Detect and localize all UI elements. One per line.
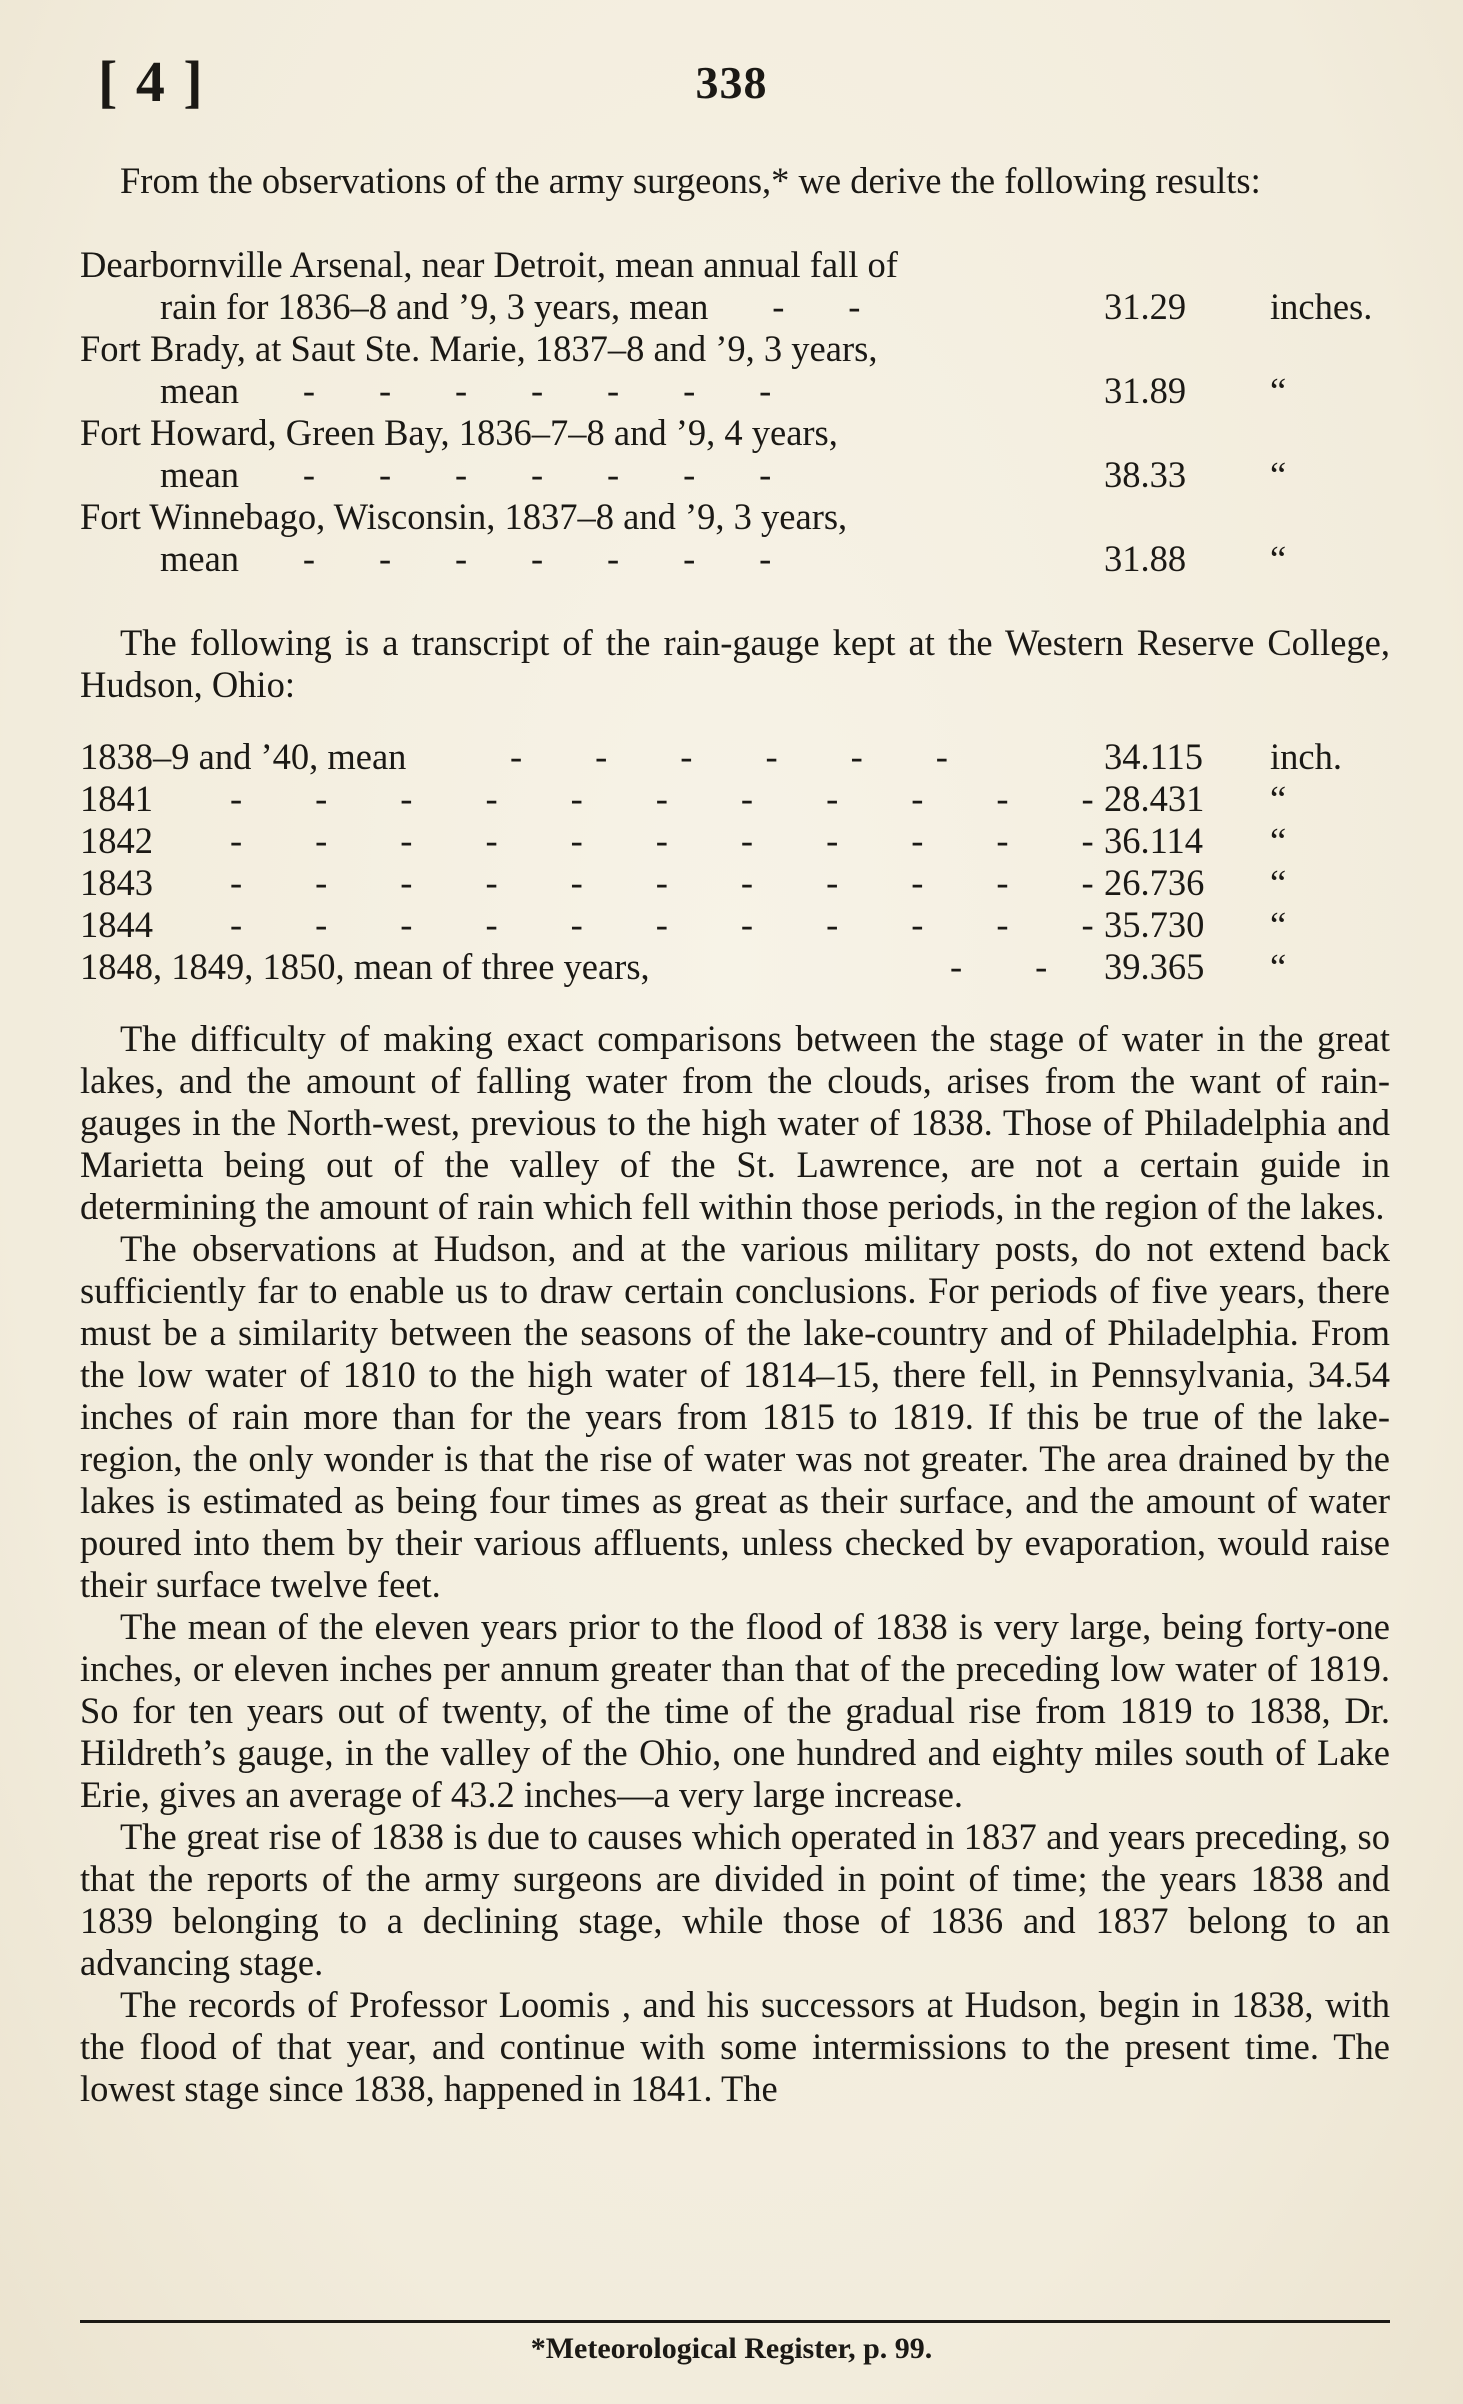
gauge-number: 34.115 bbox=[1104, 736, 1204, 777]
gauge-number: 36.114 bbox=[1104, 820, 1204, 861]
gauge-number: 28.431 bbox=[1104, 778, 1205, 819]
leader-dashes: - - bbox=[950, 946, 1048, 987]
rainfall-unit: inches. bbox=[1270, 286, 1373, 327]
station-detail-line bbox=[80, 370, 1390, 412]
gauge-value bbox=[1104, 820, 1390, 862]
gauge-row bbox=[80, 904, 1390, 946]
body-paragraph: The difficulty of making exact comparisons between the stage of water in the great lakes, and the amount of falling water from the clouds, arises from the want of rain-gauges in the North-west, previous to the high water of 1838. Those of Philadelphia and Marietta being out of the valley of the St. Lawrence, are not a certain guide in determining the amount of rain which fell within those periods, in the region of the lakes. bbox=[80, 1018, 1390, 1227]
station-detail: mean bbox=[160, 454, 240, 495]
gauge-intro-paragraph: The following is a transcript of the rain-gauge kept at the Western Reserve College, Hudson, Ohio: bbox=[80, 622, 1390, 705]
gauge-value bbox=[1104, 946, 1390, 988]
gauge-row bbox=[80, 946, 1390, 988]
leader-dashes: - - - - - - - bbox=[239, 370, 772, 411]
station-detail-line bbox=[80, 538, 1390, 580]
gauge-value bbox=[1104, 778, 1390, 820]
rainfall-value bbox=[1104, 538, 1390, 580]
station-name: Fort Howard, Green Bay, 1836–7–8 and ’9, 4 years, bbox=[80, 412, 838, 453]
leader-dashes: - - - - - - bbox=[510, 736, 948, 777]
page-number: 338 bbox=[695, 57, 768, 108]
rainfall-value bbox=[1104, 286, 1390, 328]
leader-dashes: - - - - - - - bbox=[239, 454, 772, 495]
gauge-value bbox=[1104, 736, 1390, 778]
station-entry bbox=[80, 496, 1390, 580]
leader-dashes: - - - - - - - - - - - bbox=[230, 778, 1094, 819]
gauge-unit: “ bbox=[1270, 820, 1287, 861]
gauge-unit: inch. bbox=[1270, 736, 1342, 777]
station-detail: mean bbox=[160, 370, 240, 411]
rainfall-unit: “ bbox=[1270, 538, 1287, 579]
station-name: Fort Brady, at Saut Ste. Marie, 1837–8 and ’9, 3 years, bbox=[80, 328, 878, 369]
leader-dashes: - - - - - - - - - - - bbox=[230, 862, 1094, 903]
rainfall-number: 31.88 bbox=[1104, 538, 1187, 579]
original-page-number: [ 4 ] bbox=[98, 49, 205, 114]
page-header bbox=[0, 30, 1463, 120]
body-paragraph: The records of Professor Loomis , and his successors at Hudson, begin in 1838, with the flood of that year, and continue with some intermissions to the present time. The lowest stage since 1838, happened in 1841. The bbox=[80, 1984, 1390, 2109]
gauge-period: 1842 bbox=[80, 820, 153, 861]
gauge-value bbox=[1104, 904, 1390, 946]
rainfall-unit: “ bbox=[1270, 370, 1287, 411]
rainfall-value bbox=[1104, 370, 1390, 412]
leader-dashes: - - - - - - - - - - - bbox=[230, 820, 1094, 861]
rainfall-value bbox=[1104, 454, 1390, 496]
leader-dashes: - - bbox=[708, 286, 861, 327]
rainfall-number: 31.89 bbox=[1104, 370, 1187, 411]
rain-gauge-table bbox=[80, 736, 1390, 988]
footnote: *Meteorological Register, p. 99. bbox=[530, 2332, 933, 2365]
leader-dashes: - - - - - - - - - - - bbox=[230, 904, 1094, 945]
station-name: Fort Winnebago, Wisconsin, 1837–8 and ’9, 3 years, bbox=[80, 496, 848, 537]
gauge-row bbox=[80, 820, 1390, 862]
rainfall-number: 31.29 bbox=[1104, 286, 1187, 327]
gauge-period: 1838–9 and ’40, mean bbox=[80, 736, 407, 777]
gauge-unit: “ bbox=[1270, 778, 1287, 819]
gauge-period: 1844 bbox=[80, 904, 153, 945]
gauge-period: 1843 bbox=[80, 862, 153, 903]
body-paragraph: The great rise of 1838 is due to causes which operated in 1837 and years preceding, so that the reports of the army surgeons are divided in point of time; the years 1838 and 1839 belonging to a declining stage, while those of 1836 and 1837 belong to an advancing stage. bbox=[80, 1816, 1390, 1983]
body-paragraph: The observations at Hudson, and at the various military posts, do not extend back sufficiently far to enable us to draw certain conclusions. For periods of five years, there must be a similarity between the seasons of the lake-country and of Philadelphia. From the low water of 1810 to the high water of 1814–15, there fell, in Pennsylvania, 34.54 inches of rain more than for the years from 1815 to 1819. If this be true of the lake-region, the only wonder is that the rise of water was not greater. The area drained by the lakes is estimated as being four times as great as their surface, and the amount of water poured into them by their various affluents, unless checked by evaporation, would raise their surface twelve feet. bbox=[80, 1228, 1390, 1605]
station-detail: mean bbox=[160, 538, 240, 579]
gauge-number: 35.730 bbox=[1104, 904, 1205, 945]
gauge-period: 1841 bbox=[80, 778, 153, 819]
station-name: Dearbornville Arsenal, near Detroit, mean annual fall of bbox=[80, 244, 898, 285]
gauge-row bbox=[80, 736, 1390, 778]
station-detail: rain for 1836–8 and ’9, 3 years, mean bbox=[160, 286, 709, 327]
rainfall-number: 38.33 bbox=[1104, 454, 1187, 495]
leader-dashes: - - - - - - - bbox=[239, 538, 772, 579]
station-detail-line bbox=[80, 454, 1390, 496]
station-entry bbox=[80, 244, 1390, 328]
gauge-row bbox=[80, 862, 1390, 904]
rainfall-unit: “ bbox=[1270, 454, 1287, 495]
gauge-value bbox=[1104, 862, 1390, 904]
gauge-unit: “ bbox=[1270, 904, 1287, 945]
gauge-period: 1848, 1849, 1850, mean of three years, bbox=[80, 946, 650, 987]
station-table bbox=[80, 244, 1390, 580]
gauge-unit: “ bbox=[1270, 946, 1287, 987]
station-detail-line bbox=[80, 286, 1390, 328]
footnote-divider bbox=[80, 2320, 1390, 2323]
station-entry bbox=[80, 412, 1390, 496]
gauge-number: 26.736 bbox=[1104, 862, 1205, 903]
gauge-unit: “ bbox=[1270, 862, 1287, 903]
page-body bbox=[80, 160, 1390, 2110]
gauge-row bbox=[80, 778, 1390, 820]
gauge-number: 39.365 bbox=[1104, 946, 1205, 987]
body-paragraph: The mean of the eleven years prior to the flood of 1838 is very large, being forty-one inches, or eleven inches per annum greater than that of the preceding low water of 1819. So for ten years out of twenty, of the time of the gradual rise from 1819 to 1838, Dr. Hildreth’s gauge, in the valley of the Ohio, one hundred and eighty miles south of Lake Erie, gives an average of 43.2 inches—a very large increase. bbox=[80, 1606, 1390, 1815]
intro-paragraph: From the observations of the army surgeons,* we derive the following results: bbox=[120, 160, 1261, 201]
station-entry bbox=[80, 328, 1390, 412]
